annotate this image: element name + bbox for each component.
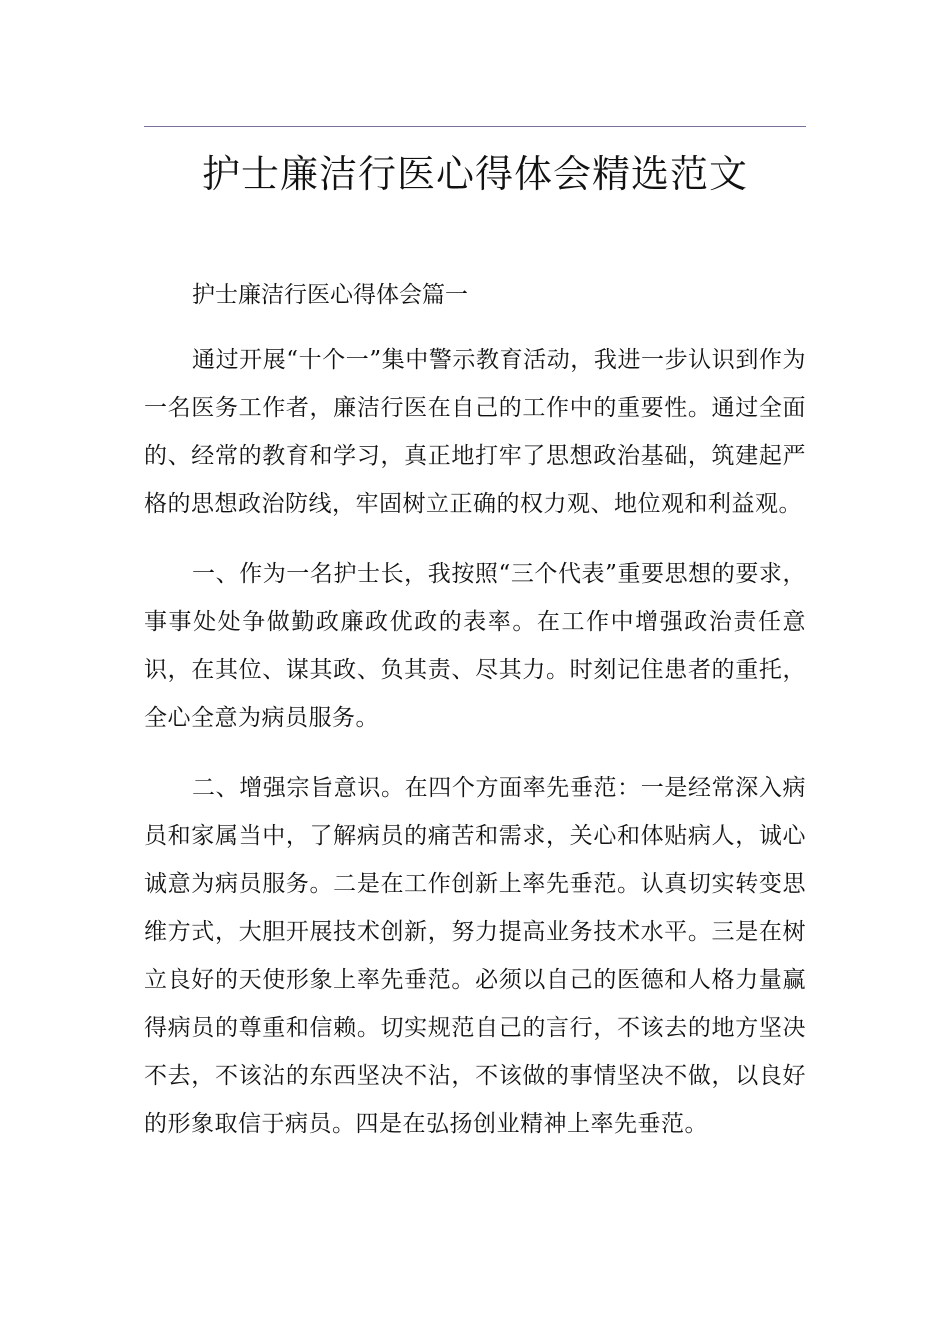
document-title: 护士廉洁行医心得体会精选范文 [201,152,748,196]
paragraph-intro: 通过开展“十个一”集中警示教育活动，我进一步认识到作为一名医务工作者，廉洁行医在自己的工作中的重要性。通过全面的、经常的教育和学习，真正地打牢了思想政治基础，筑建起严格的思想政治防线，牢固树立正确的权力观、地位观和利益观。 [144,347,806,517]
document-body [144,272,806,1148]
header-rule [144,126,806,127]
paragraph-point-one: 一、作为一名护士长，我按照“三个代表”重要思想的要求，事事处处争做勤政廉政优政的表率。在工作中增强政治责任意识，在其位、谋其政、负其责、尽其力。时刻记住患者的重托，全心全意为病员服务。 [144,561,806,731]
paragraph-point-two: 二、增强宗旨意识。在四个方面率先垂范：一是经常深入病员和家属当中，了解病员的痛苦和需求，关心和体贴病人，诚心诚意为病员服务。二是在工作创新上率先垂范。认真切实转变思维方式，大胆开展技术创新，努力提高业务技术水平。三是在树立良好的天使形象上率先垂范。必须以自己的医德和人格力量赢得病员的尊重和信赖。切实规范自己的言行，不该去的地方坚决不去，不该沾的东西坚决不沾，不该做的事情坚决不做，以良好的形象取信于病员。四是在弘扬创业精神上率先垂范。 [144,775,806,1137]
section-heading: 护士廉洁行医心得体会篇一 [192,282,468,308]
